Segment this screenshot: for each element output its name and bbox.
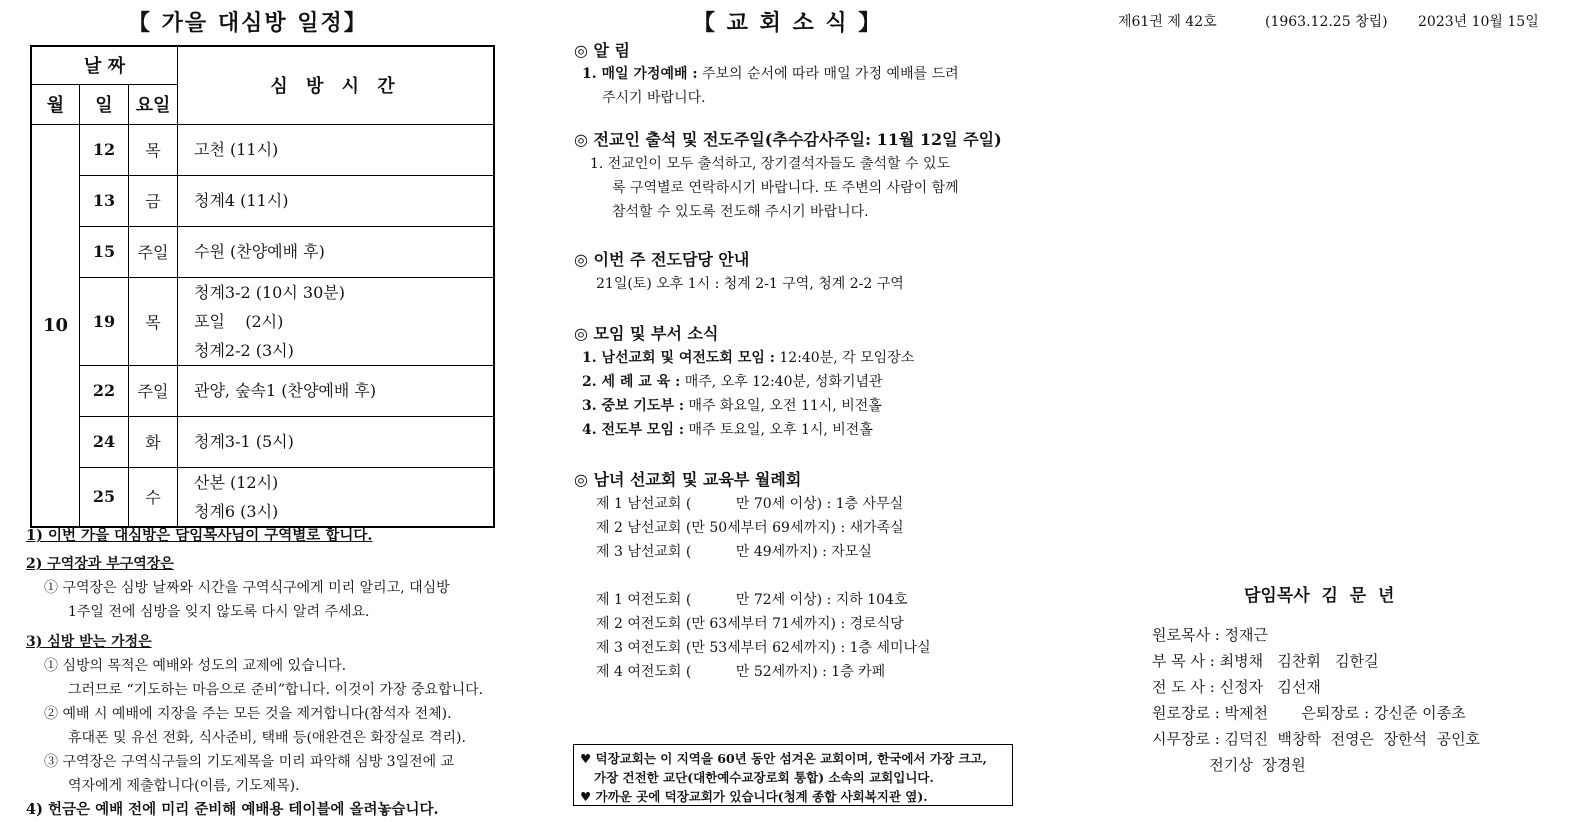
- table-row: [31, 467, 494, 527]
- meeting-label: 4. 전도부 모임 :: [582, 422, 685, 438]
- visit-time: 포일 (2시): [194, 311, 284, 331]
- notice-item-text: 주보의 순서에 따라 매일 가정 예배를 드려: [697, 66, 959, 82]
- info-line-2: 가장 건전한 교단(대한예수교장로회 통합) 소속의 교회입니다.: [594, 770, 934, 785]
- table-row: [31, 124, 494, 175]
- visit-time: 청계3-2 (10시 30분): [194, 282, 345, 302]
- staff-line: 시무장로 : 김덕진 백창학 전영은 장한석 공인호: [1152, 730, 1481, 748]
- weekday-cell: 목: [129, 124, 178, 175]
- table-row: [31, 175, 494, 226]
- staff-line: 부 목 사 : 최병채 김찬휘 김한길: [1152, 652, 1379, 670]
- weekday-cell: 주일: [129, 365, 178, 416]
- weekday-cell: 화: [129, 416, 178, 467]
- list-item: 제 3 여전도회 (만 53세부터 62세까지) : 1층 세미나실: [596, 640, 931, 656]
- notice-item-label: 1. 매일 가정예배 :: [582, 66, 698, 82]
- visit-time: 수원 (찬양예배 후): [194, 242, 325, 261]
- meeting-label: 1. 남선교회 및 여전도회 모임 :: [582, 350, 775, 366]
- section-attendance-title: ◎ 전교인 출석 및 전도주일(추수감사주일: 11월 12일 주일): [574, 130, 1002, 149]
- day-cell: 13: [80, 175, 129, 226]
- list-item: 제 2 남선교회 (만 50세부터 69세까지) : 새가족실: [596, 520, 904, 536]
- list-item: 제 4 여전도회 ( 만 52세까지) : 1층 카페: [596, 664, 886, 680]
- table-row: [31, 416, 494, 467]
- note-1: 1) 이번 가을 대심방은 담임목사님이 구역별로 합니다.: [26, 527, 373, 544]
- list-item: [574, 370, 1044, 394]
- note-3d: 휴대폰 및 유선 전화, 식사준비, 택배 등(애완견은 화장실로 격리).: [68, 730, 466, 746]
- note-4: 4) 헌금은 예배 전에 미리 준비해 예배용 테이블에 올려놓습니다.: [26, 801, 439, 818]
- note-2b: 1주일 전에 심방을 잊지 않도록 다시 알려 주세요.: [68, 604, 370, 620]
- month-cell: 10: [31, 124, 80, 527]
- attendance-line-2: 록 구역별로 연락하시기 바랍니다. 또 주변의 사람이 함께: [612, 180, 959, 196]
- header-date: 날 짜: [31, 46, 178, 84]
- visit-time: 청계2-2 (3시): [194, 340, 294, 360]
- table-row: [31, 277, 494, 365]
- attendance-line-3: 참석할 수 있도록 전도해 주시기 바랍니다.: [612, 204, 869, 220]
- schedule-table: [30, 45, 495, 528]
- visit-time: 청계4 (11시): [194, 191, 289, 210]
- meeting-text: 매주, 오후 12:40분, 성화기념관: [680, 374, 883, 390]
- visit-time: 청계6 (3시): [194, 501, 279, 521]
- header-month: 월: [31, 84, 80, 124]
- table-row: [31, 365, 494, 416]
- day-cell: 22: [80, 365, 129, 416]
- list-item: 제 1 남선교회 ( 만 70세 이상) : 1층 사무실: [596, 496, 904, 512]
- schedule-title: 【 가을 대심방 일정】: [128, 10, 368, 36]
- staff-list: [1152, 622, 1480, 778]
- staff-line: 원로장로 : 박제천 은퇴장로 : 강신준 이종초: [1152, 704, 1466, 722]
- church-info-box: [573, 744, 1013, 806]
- staff-line: 전기상 장경원: [1152, 756, 1306, 774]
- info-line-3: ♥ 가까운 곳에 덕장교회가 있습니다(청계 종합 사회복지관 옆).: [580, 789, 928, 804]
- section-monthly-title: ◎ 남녀 선교회 및 교육부 월례회: [574, 470, 802, 489]
- note-2: 2) 구역장과 부구역장은: [26, 556, 174, 572]
- note-3c: ② 예배 시 예배에 지장을 주는 모든 것을 제거합니다(참석자 전체).: [44, 706, 452, 722]
- note-3f: 역자에게 제출합니다(이름, 기도제목).: [68, 778, 300, 794]
- senior-pastor: 담임목사 김 문 년: [1244, 586, 1395, 606]
- weekday-cell: 목: [129, 277, 178, 365]
- meeting-label: 3. 중보 기도부 :: [582, 398, 685, 414]
- table-row: [31, 226, 494, 277]
- issue-date: 2023년 10월 15일: [1418, 14, 1539, 30]
- meeting-label: 2. 세 례 교 육 :: [582, 374, 681, 390]
- note-3b: 그러므로 “기도하는 마음으로 준비”합니다. 이것이 가장 중요합니다.: [68, 682, 484, 698]
- section-notice-title: ◎ 알 림: [574, 41, 631, 60]
- evangelism-line: 21일(토) 오후 1시 : 청계 2-1 구역, 청계 2-2 구역: [596, 276, 904, 292]
- list-item: 제 2 여전도회 (만 63세부터 71세까지) : 경로식당: [596, 616, 904, 632]
- header-weekday: 요일: [129, 84, 178, 124]
- header-visit-time: 심 방 시 간: [178, 46, 495, 124]
- note-3a: ① 심방의 목적은 예배와 성도의 교제에 있습니다.: [44, 658, 347, 674]
- list-item: [574, 418, 1044, 442]
- section-evangelism-title: ◎ 이번 주 전도담당 안내: [574, 250, 750, 269]
- list-item: 제 3 남선교회 ( 만 49세까지) : 자모실: [596, 544, 872, 560]
- day-cell: 24: [80, 416, 129, 467]
- info-line-1: ♥ 덕장교회는 이 지역을 60년 동안 섬겨온 교회이며, 한국에서 가장 크고,: [580, 751, 987, 766]
- staff-line: 원로목사 : 정재근: [1152, 626, 1269, 644]
- staff-line: 전 도 사 : 신정자 김선재: [1152, 678, 1321, 696]
- volume-number: 제61권 제 42호: [1118, 14, 1217, 30]
- section-meetings-title: ◎ 모임 및 부서 소식: [574, 324, 719, 343]
- meeting-text: 12:40분, 각 모임장소: [774, 350, 915, 366]
- news-title: 【 교 회 소 식 】: [693, 10, 883, 36]
- notice-item-text-cont: 주시기 바랍니다.: [602, 90, 706, 106]
- church-news: [574, 40, 1044, 684]
- visit-time: 관양, 숲속1 (찬양예배 후): [194, 381, 377, 400]
- day-cell: 12: [80, 124, 129, 175]
- weekday-cell: 주일: [129, 226, 178, 277]
- list-item: [574, 394, 1044, 418]
- meeting-text: 매주 토요일, 오후 1시, 비전홀: [684, 422, 873, 438]
- meeting-text: 매주 화요일, 오전 11시, 비전홀: [684, 398, 882, 414]
- note-2a: ① 구역장은 심방 날짜와 시간을 구역식구에게 미리 알리고, 대심방: [44, 580, 450, 596]
- note-3e: ③ 구역장은 구역식구들의 기도제목을 미리 파악해 심방 3일전에 교: [44, 754, 455, 770]
- schedule-notes: [26, 524, 506, 822]
- weekday-cell: 금: [129, 175, 178, 226]
- day-cell: 25: [80, 467, 129, 527]
- visit-time: 고천 (11시): [194, 140, 279, 159]
- attendance-line-1: 1. 전교인이 모두 출석하고, 장기결석자들도 출석할 수 있도: [590, 156, 951, 172]
- day-cell: 19: [80, 277, 129, 365]
- header-day: 일: [80, 84, 129, 124]
- list-item: 제 1 여전도회 ( 만 72세 이상) : 지하 104호: [596, 592, 908, 608]
- note-3: 3) 심방 받는 가정은: [26, 634, 152, 650]
- list-item: [574, 346, 1044, 370]
- visit-time: 청계3-1 (5시): [194, 432, 294, 451]
- weekday-cell: 수: [129, 467, 178, 527]
- visit-time: 산본 (12시): [194, 472, 279, 492]
- day-cell: 15: [80, 226, 129, 277]
- founded-date: (1963.12.25 창립): [1265, 14, 1388, 30]
